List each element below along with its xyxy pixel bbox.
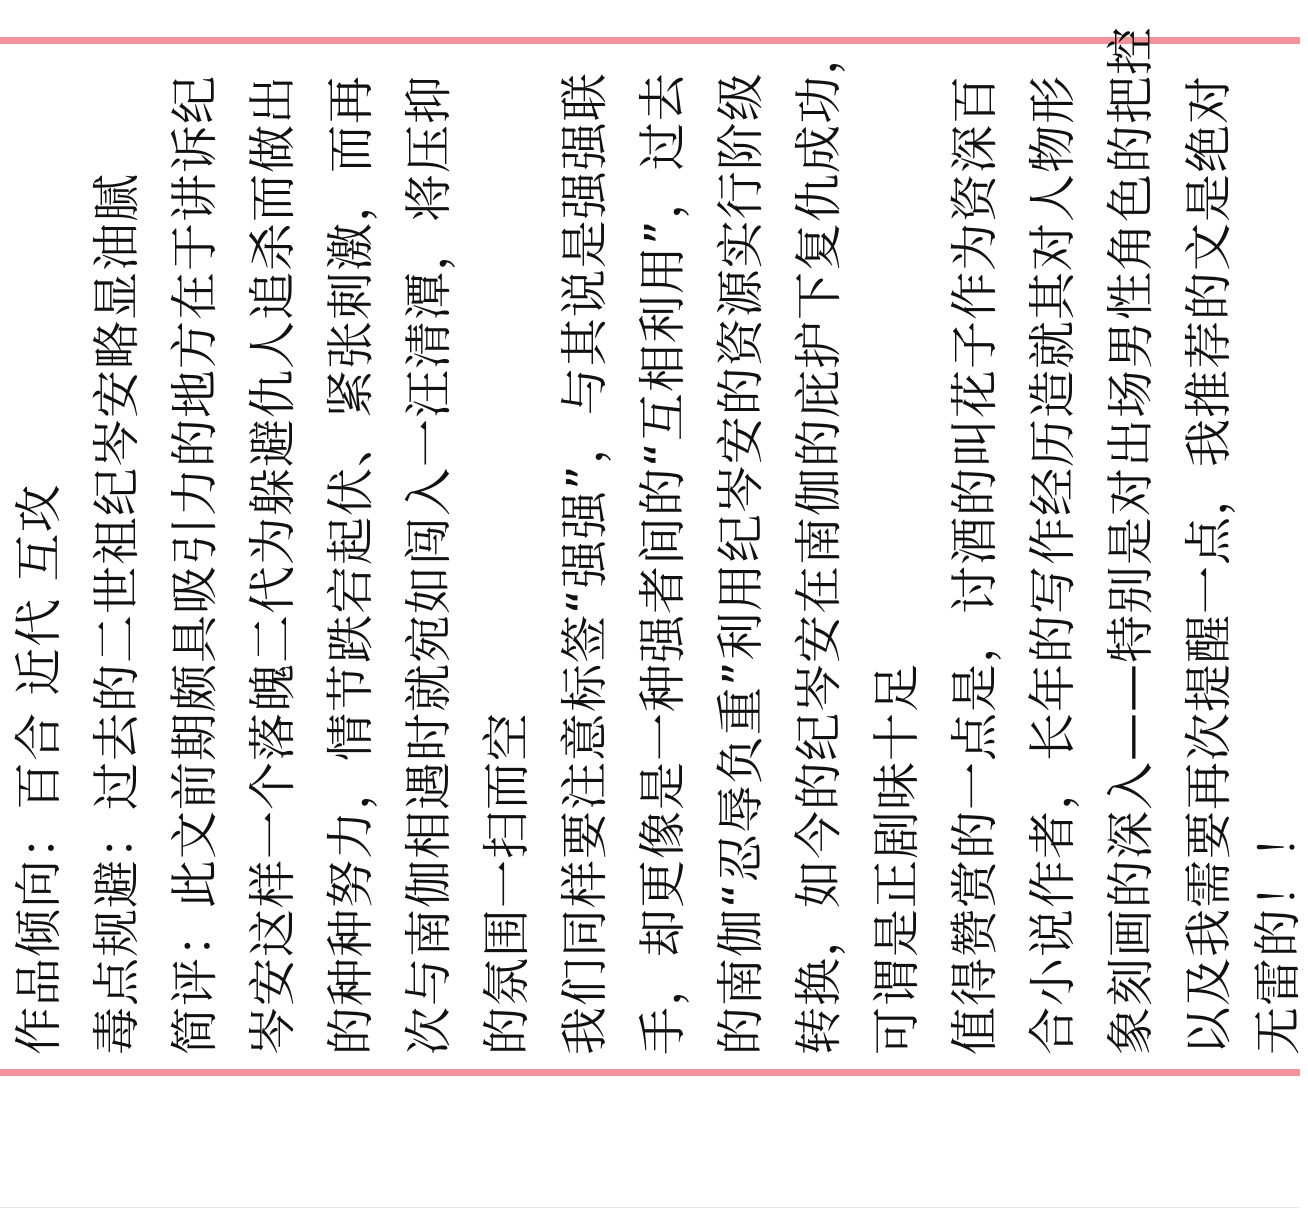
text-line: 的氛围一扫而空	[479, 711, 535, 1055]
bottom-divider	[0, 1207, 1300, 1217]
text-line: 值得赞赏的一点是，讨酒的叫花子作为资深百	[947, 74, 1003, 1055]
text-line: 手，却更像是一种强者间的“互相利用”，过去	[635, 72, 691, 1055]
text-line: 的种种努力，情节跌宕起伏、紧张刺激，而再	[323, 74, 379, 1055]
text-line: 岑安这样一个落魄二代为躲避仇人追杀而做出	[245, 74, 301, 1055]
rotated-text-block	[0, 25, 1306, 1069]
text-line: 合小说作者，长年的写作经历造就其对人物形	[1025, 74, 1081, 1055]
text-line-warning: 毒点规避：过去的二世祖纪岑安略显油腻	[89, 172, 145, 1055]
text-line: 次与南伽相遇时就宛如闯入一汪清潭，将压抑	[401, 74, 457, 1055]
text-line: 象刻画的深入——特别是对出场男性角色的把控	[1103, 25, 1159, 1055]
bottom-pink-rule	[0, 1069, 1300, 1076]
text-line: 可谓是正剧味十足	[869, 662, 925, 1055]
text-line: 以及我需要再次提醒一点，我推荐的文是绝对	[1181, 74, 1237, 1055]
review-card	[0, 25, 1306, 1069]
text-line: 我们同样要注意标签“强强”，与其说是强强联	[557, 72, 613, 1055]
text-line: 转换，如今的纪岑安在南伽的庇护下复仇成功，	[791, 25, 847, 1055]
text-line: 无雷的！！	[1250, 809, 1306, 1055]
text-line-genre: 作品倾向：百合 近代 互攻	[11, 483, 67, 1055]
text-line: 的南伽“忍辱负重”利用纪岑安的资源实行阶级	[713, 72, 769, 1055]
text-line: 简评：此文前期颇具吸引力的地方在于讲诉纪	[167, 74, 223, 1055]
